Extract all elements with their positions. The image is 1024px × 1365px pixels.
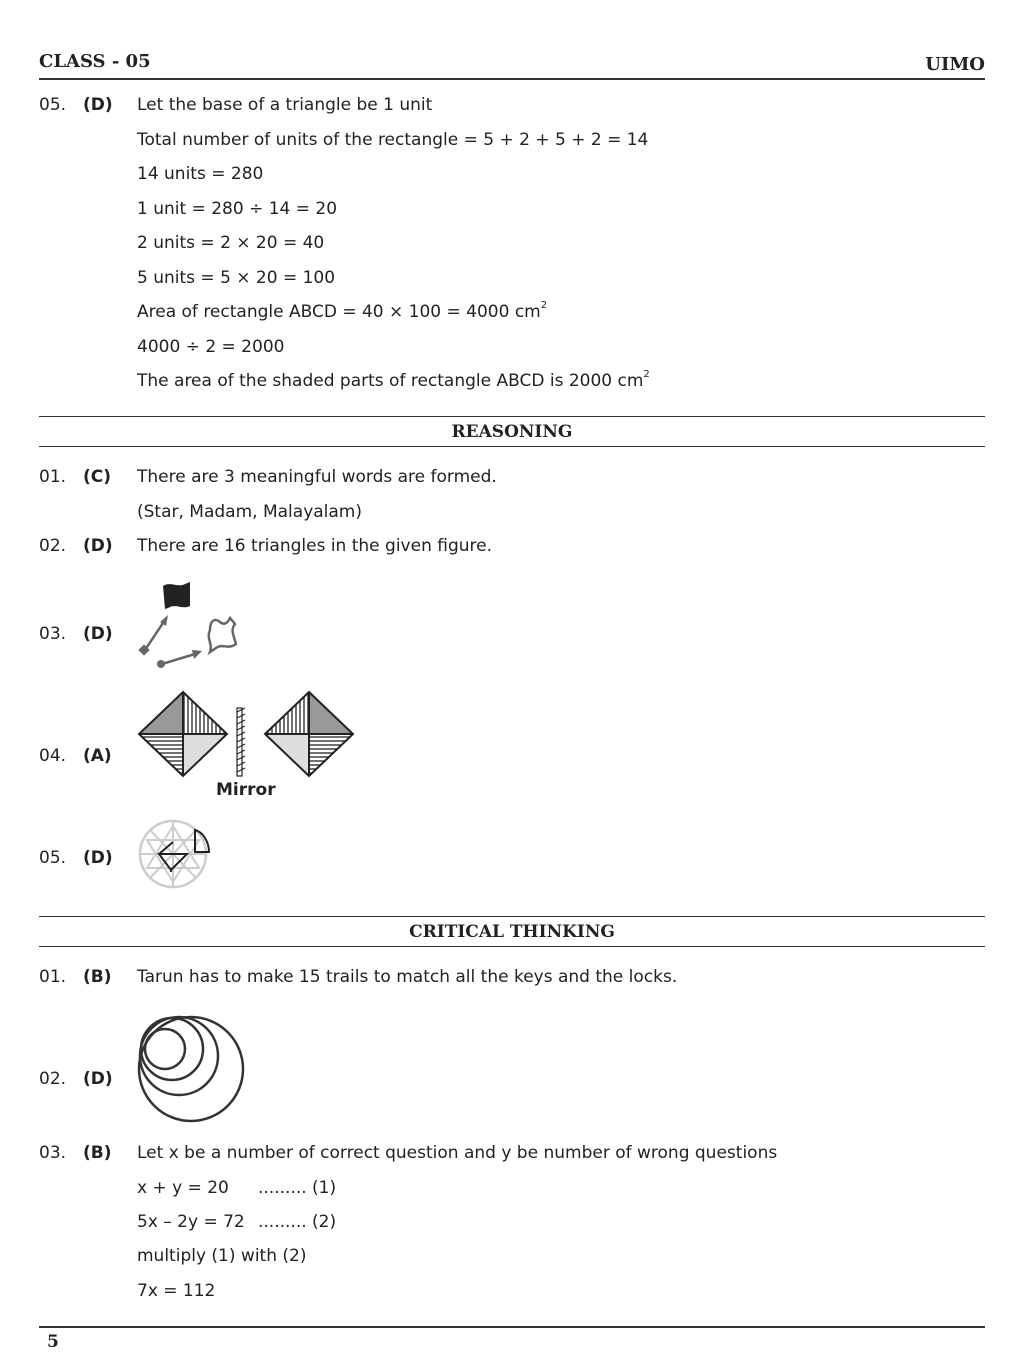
question-number: 01. [39,967,67,987]
question-number: 04. [39,746,67,766]
answer-key: (D) [83,536,113,556]
answer-key: (A) [83,746,112,766]
section-rule [39,446,985,447]
solution-line: The area of the shaded parts of rectangle ABCD is 2000 $cm^2$ [137,369,650,391]
solution-line: 2 units = 2 × 20 = 40 [137,233,325,253]
reasoning-q3-figure [130,578,245,673]
solution-line: Let the base of a triangle be 1 unit [137,95,433,115]
answer-key: (D) [83,624,113,644]
solution-line: Let x be a number of correct question and y be number of wrong questions [137,1143,778,1163]
question-number: 02. [39,536,67,556]
solution-line: Total number of units of the rectangle = 5 + 2 + 5 + 2 = 14 [137,130,649,150]
answer-key: (D) [83,95,113,115]
solution-line: 7x = 112 [137,1281,216,1301]
mirror-label: Mirror [216,780,276,800]
page-number: 5 [47,1332,59,1352]
header-rule [39,78,985,80]
class-label: CLASS - 05 [39,51,151,72]
solution-line: 1 unit = 280 ÷ 14 = 20 [137,199,338,219]
answer-key: (C) [83,467,112,487]
question-number: 05. [39,95,67,115]
solution-line: 4000 ÷ 2 = 2000 [137,337,285,357]
solution-line: 14 units = 280 [137,164,264,184]
solution-line: There are 16 triangles in the given figure. [137,536,492,556]
critical-q2-circles-figure [135,1014,247,1124]
footer-rule [39,1326,985,1328]
answer-key: (B) [83,1143,112,1163]
answer-key: (D) [83,1069,113,1089]
solution-line: Tarun has to make 15 trails to match all the keys and the locks. [137,967,678,987]
question-number: 02. [39,1069,67,1089]
section-title-critical-thinking: CRITICAL THINKING [409,922,615,942]
question-number: 01. [39,467,67,487]
reasoning-q5-figure [135,818,215,890]
section-rule [39,916,985,917]
section-rule [39,946,985,947]
solution-line: 5 units = 5 × 20 = 100 [137,268,336,288]
answer-key: (D) [83,848,113,868]
section-title-reasoning: REASONING [451,422,573,442]
section-rule [39,416,985,417]
solution-line: 5x – 2y = 72 [137,1212,245,1232]
equation-ref: ......... (2) [258,1212,337,1232]
question-number: 03. [39,1143,67,1163]
solution-line: Area of rectangle ABCD = 40 × 100 = 4000 $cm^2$ [137,300,548,322]
solution-line: There are 3 meaningful words are formed. [137,467,497,487]
answer-key: (B) [83,967,112,987]
exam-label: UIMO [925,54,985,75]
solution-line: (Star, Madam, Malayalam) [137,502,363,522]
equation-ref: ......... (1) [258,1178,337,1198]
question-number: 05. [39,848,67,868]
solution-line: multiply (1) with (2) [137,1246,307,1266]
mirror-image-figure [135,688,360,783]
solution-line: x + y = 20 [137,1178,229,1198]
question-number: 03. [39,624,67,644]
